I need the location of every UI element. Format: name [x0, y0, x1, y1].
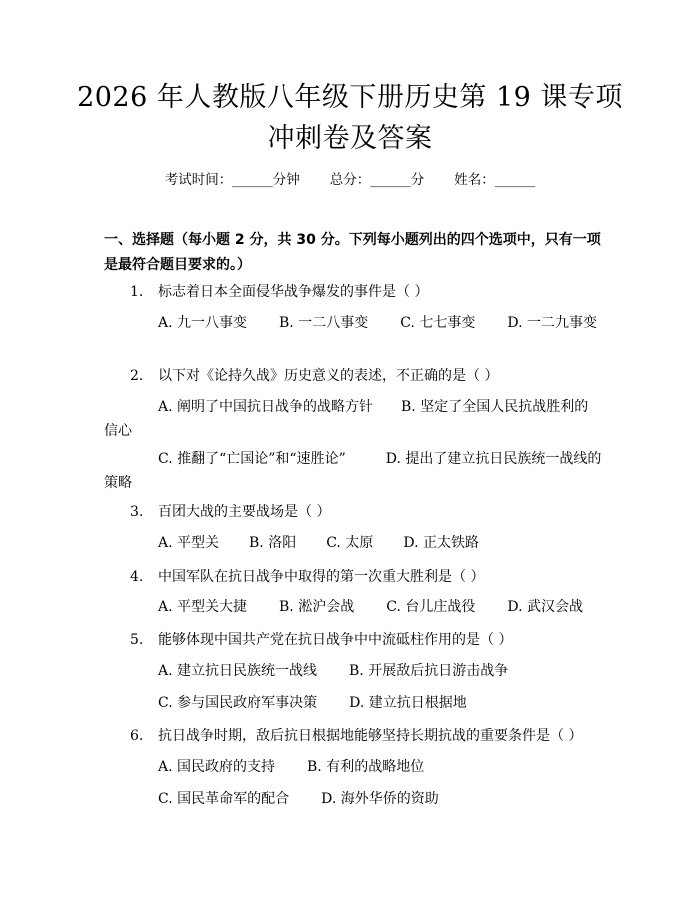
exam-info-line	[0, 168, 700, 188]
question-text: 以下对《论持久战》历史意义的表述，不正确的是（ ）	[158, 368, 499, 384]
question-number: 2.	[130, 368, 144, 384]
option-c: C. 推翻了“亡国论”和“速胜论”	[158, 451, 346, 467]
question-options	[104, 447, 602, 495]
question-number: 5.	[130, 632, 144, 648]
exam-time-field: 考试时间：______分钟	[164, 172, 300, 188]
option-d: D. 正太铁路	[403, 535, 479, 551]
question-text: 能够体现中国共产党在抗日战争中中流砥柱作用的是（ ）	[158, 632, 513, 648]
option-c: C. 太原	[326, 535, 374, 551]
question-text: 百团大战的主要战场是（ ）	[158, 504, 331, 520]
question-stem	[130, 365, 498, 385]
option-b: B. 一二八事变	[279, 315, 369, 331]
option-d: D. 一二九事变	[507, 315, 597, 331]
option-a: A. 阐明了中国抗日战争的战略方针	[158, 399, 374, 415]
option-b: B. 洛阳	[249, 535, 297, 551]
option-c: C. 七七事变	[400, 315, 476, 331]
option-b: B. 淞沪会战	[279, 599, 355, 615]
question-options	[104, 395, 602, 443]
question-stem	[130, 725, 582, 745]
option-b: B. 开展敌后抗日游击战争	[349, 663, 509, 679]
question-number: 1.	[130, 284, 144, 300]
question-stem	[130, 501, 330, 521]
question-options	[104, 659, 602, 683]
question-text: 标志着日本全面侵华战争爆发的事件是（ ）	[158, 284, 429, 300]
question-options	[104, 691, 602, 715]
option-a: A. 建立抗日民族统一战线	[158, 663, 318, 679]
question-options	[104, 311, 602, 335]
section-heading: 一、选择题（每小题 2 分，共 30 分。下列每小题列出的四个选项中，只有一项是最符合题目要求的。）	[104, 232, 601, 273]
question-text: 抗日战争时期，敌后抗日根据地能够坚持长期抗战的重要条件是（ ）	[158, 728, 583, 744]
total-score-field: 总分：______分	[329, 172, 425, 188]
question-stem	[130, 281, 428, 301]
option-a: A. 平型关	[158, 535, 220, 551]
option-d: D. 建立抗日根据地	[349, 695, 467, 711]
page-title-line2: 冲刺卷及答案	[267, 123, 433, 154]
option-d: D. 武汉会战	[507, 599, 583, 615]
question-stem	[130, 629, 512, 649]
option-b: B. 坚定了全国人民抗战胜利的信心	[104, 399, 589, 439]
option-a: A. 国民政府的支持	[158, 759, 276, 775]
question-options	[104, 787, 602, 811]
question-number: 4.	[130, 569, 144, 585]
question-text: 中国军队在抗日战争中取得的第一次重大胜利是（ ）	[158, 569, 485, 585]
option-c: C. 台儿庄战役	[386, 599, 476, 615]
question-options	[104, 755, 602, 779]
question-options	[104, 595, 602, 619]
option-d: D. 提出了建立抗日民族统一战线的策略	[104, 451, 602, 491]
option-b: B. 有利的战略地位	[307, 759, 425, 775]
question-options	[104, 531, 602, 555]
question-number: 3.	[130, 504, 144, 520]
option-c: C. 参与国民政府军事决策	[158, 695, 318, 711]
question-number: 6.	[130, 728, 144, 744]
question-stem	[130, 566, 484, 586]
student-name-field: 姓名：______	[454, 172, 536, 188]
option-c: C. 国民革命军的配合	[158, 791, 290, 807]
option-a: A. 平型关大捷	[158, 599, 248, 615]
option-d: D. 海外华侨的资助	[321, 791, 439, 807]
page-title-line1: 2026 年人教版八年级下册历史第 19 课专项	[77, 82, 623, 113]
option-a: A. 九一八事变	[158, 315, 248, 331]
